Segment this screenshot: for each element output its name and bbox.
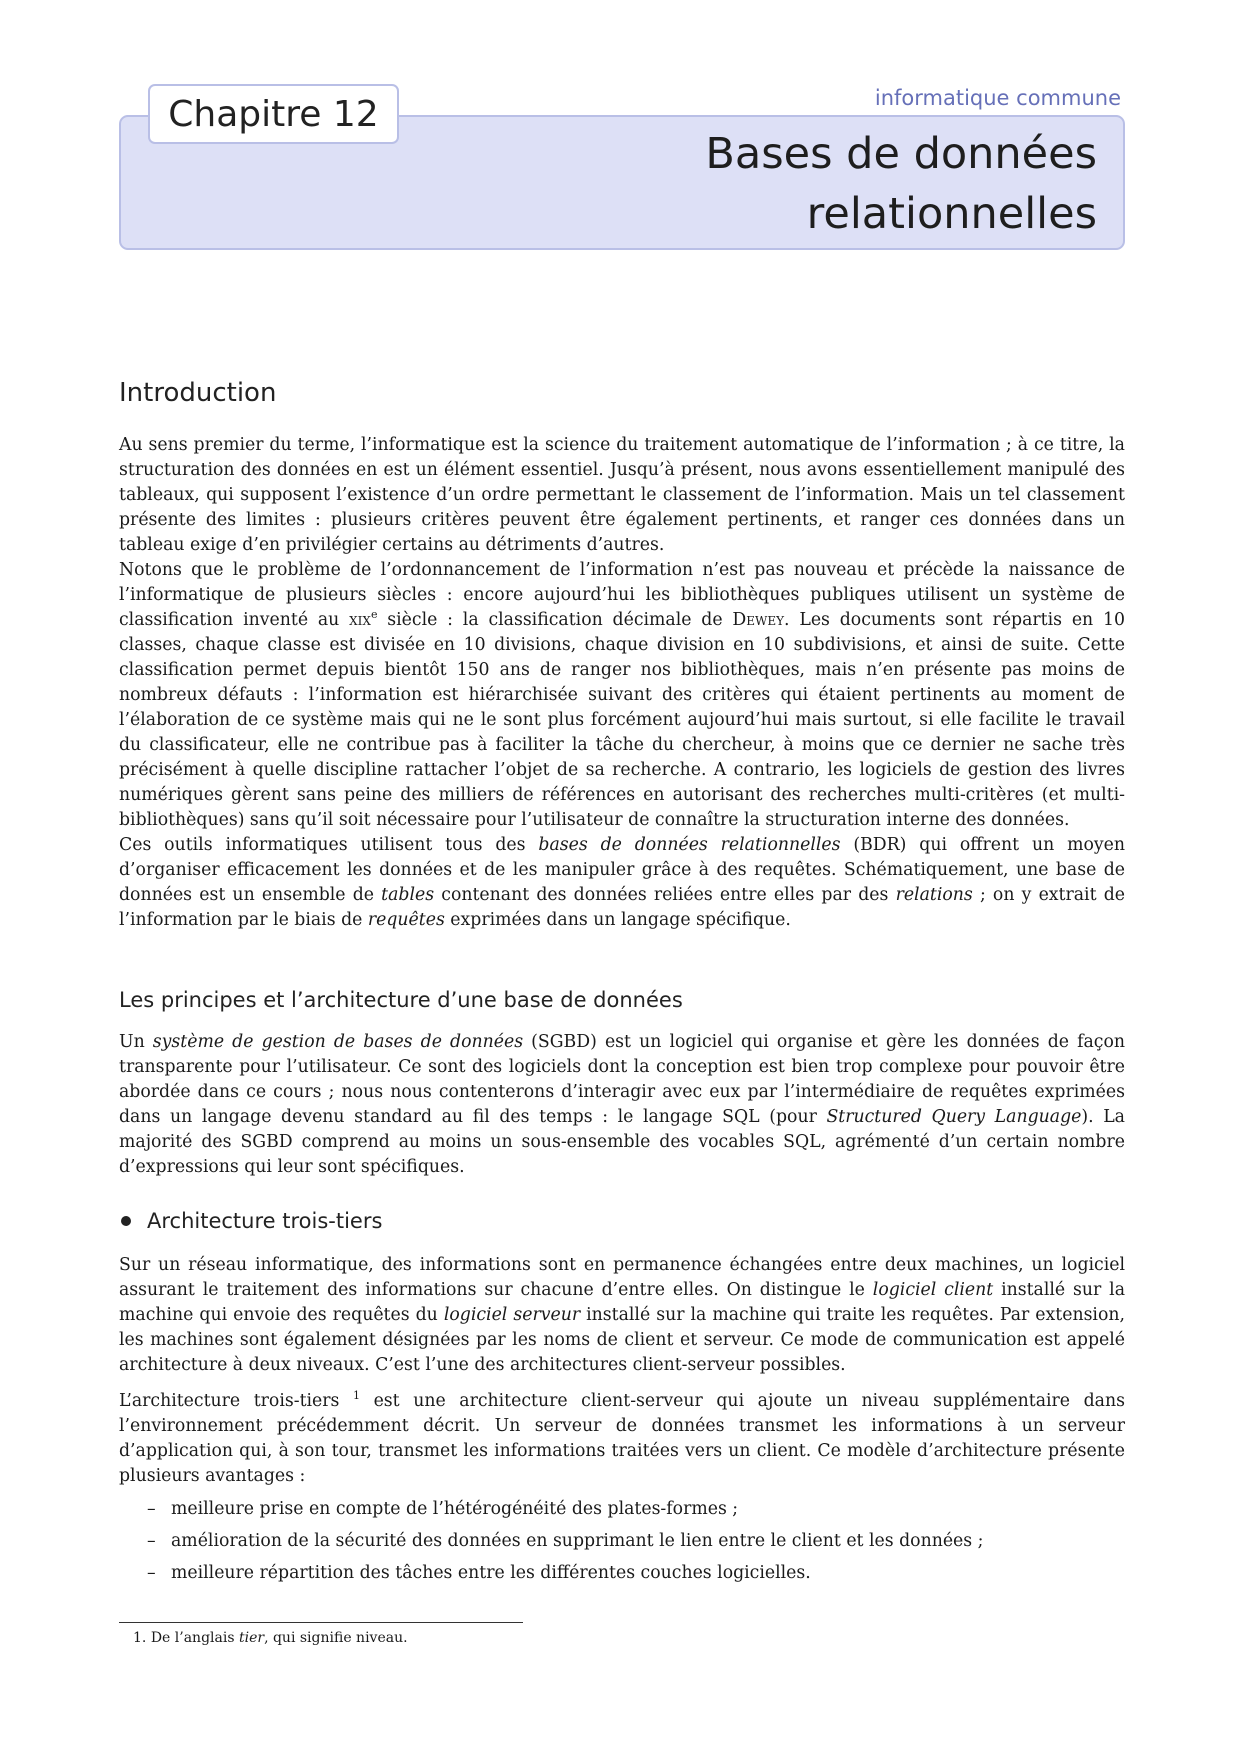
chapter-title-line-2: relationnelles: [806, 189, 1097, 239]
footnote: 1. De l’anglais tier, qui signifie niveau.: [133, 1630, 408, 1646]
footnote-reference[interactable]: 1: [352, 1389, 360, 1403]
term-bdr: bases de données relationnelles: [538, 835, 841, 855]
list-item: – meilleure prise en compte de l’hétérogénéité des plates-formes ;: [147, 1499, 739, 1519]
intro-paragraph-1: Au sens premier du terme, l’informatique est la science du traitement automatique de l’information ; à ce titre, la structuration des données en est un élément essentiel. Jusqu’à présent, nous avons essentiellement manipulé des tableaux, qui supposent l’existence d’un ordre permettant le classement de l’information. Mais un tel classement présente des limites : plusieurs critères peuvent être également pertinents, et ranger ces données dans un tableau exige d’en privilégier certains au détriments d’autres.: [119, 435, 1125, 555]
architecture-paragraph-2: L’architecture trois-tiers $^1$ est une architecture client-serveur qui ajoute un niveau supplémentaire dans l’environnement précédemment décrit. Un serveur de données transmet les informations à un serveur d’application qui, à son tour, transmet les informations traitées vers un client. Ce modèle d’architecture présente plusieurs avantages :: [119, 1389, 1125, 1486]
footnote-divider: [119, 1622, 523, 1623]
principles-body: [119, 1030, 1125, 1180]
bullet-icon: [121, 1216, 131, 1226]
term-tier: tier: [238, 1630, 265, 1646]
term-logiciel-serveur: logiciel serveur: [443, 1305, 581, 1325]
term-tables: tables: [381, 885, 435, 905]
principles-paragraph: Un système de gestion de bases de données (SGBD) est un logiciel qui organise et gère les données de façon transparente pour l’utilisateur. Ce sont des logiciels dont la conception est bien trop complexe pour pouvoir être abordée dans ce cours ; nous nous contenterons d’interagir avec eux par l’intermédiaire de requêtes exprimées dans un langage devenu standard au fil des temps : le langage SQL (pour Structured Query Language). La majorité des SGBD comprend au moins un sous-ensemble des vocables SQL, agrémenté d’un certain nombre d’expressions qui leur sont spécifiques.: [119, 1032, 1126, 1177]
chapter-title: [705, 124, 1097, 244]
introduction-heading: Introduction: [119, 378, 277, 408]
century-superscript: e: [370, 608, 378, 622]
chapter-title-line-1: Bases de données: [705, 129, 1097, 179]
intro-paragraph-3: Ces outils informatiques utilisent tous des bases de données relationnelles (BDR) qui offrent un moyen d’organiser efficacement les données et de les manipuler grâce à des requêtes. Schématiquement, une base de données est un ensemble de tables contenant des données reliées entre elles par des relations ; on y extrait de l’information par le biais de requêtes exprimées dans un langage spécifique.: [119, 835, 1125, 930]
term-relations: relations: [895, 885, 973, 905]
chapter-category: informatique commune: [874, 86, 1121, 110]
introduction-body: [119, 433, 1125, 933]
century-numeral: xix: [349, 610, 371, 630]
list-item: – amélioration de la sécurité des données en supprimant le lien entre le client et les données ;: [147, 1531, 984, 1551]
architecture-heading: Architecture trois-tiers: [119, 1209, 382, 1233]
intro-paragraph-2: Notons que le problème de l’ordonnancement de l’information n’est pas nouveau et précède la naissance de l’informatique de plusieurs siècles : encore aujourd’hui les bibliothèques publiques utilisent un système de classification inventé au xix$^e$ siècle : la classification décimale de Dewey. Les documents sont répartis en 10 classes, chaque classe est divisée en 10 divisions, chaque division en 10 subdivisions, et ainsi de suite. Cette classification permet depuis bientôt 150 ans de ranger nos bibliothèques, mais n’en présente pas moins de nombreux défauts : l’information est hiérarchisée suivant des critères qui étaient pertinents au moment de l’élaboration de ce système mais qui ne le sont plus forcément aujourd’hui mais surtout, si elle facilite le travail du classificateur, elle ne contribue pas à faciliter la tâche du chercheur, à moins que ce dernier ne sache très précisément à quelle discipline rattacher l’objet de sa recherche. A contrario, les logiciels de gestion des livres numériques gèrent sans peine des milliers de références en autorisant des recherches multi-critères (et multi-bibliothèques) sans qu’il soit nécessaire pour l’utilisateur de connaître la structuration interne des données.: [119, 560, 1125, 830]
list-item: – meilleure répartition des tâches entre les différentes couches logicielles.: [147, 1563, 811, 1583]
term-requetes: requêtes: [367, 910, 445, 930]
term-logiciel-client: logiciel client: [872, 1280, 994, 1300]
footnote-number: 1.: [133, 1630, 147, 1646]
term-sql: Structured Query Language: [826, 1107, 1082, 1127]
chapter-number: Chapitre 12: [148, 84, 399, 144]
dewey-name: Dewey: [732, 610, 785, 630]
principles-heading: Les principes et l’architecture d’une base de données: [119, 988, 683, 1012]
term-sgbd: système de gestion de bases de données: [152, 1032, 524, 1052]
advantages-list: [147, 1497, 983, 1593]
architecture-paragraph-1: Sur un réseau informatique, des informations sont en permanence échangées entre deux machines, un logiciel assurant le traitement des informations sur chacune d’entre elles. On distingue le logiciel client installé sur la machine qui envoie des requêtes du logiciel serveur installé sur la machine qui traite les requêtes. Par extension, les machines sont également désignées par les noms de client et serveur. Ce mode de communication est appelé architecture à deux niveaux. C’est l’une des architectures client-serveur possibles.: [119, 1255, 1125, 1375]
